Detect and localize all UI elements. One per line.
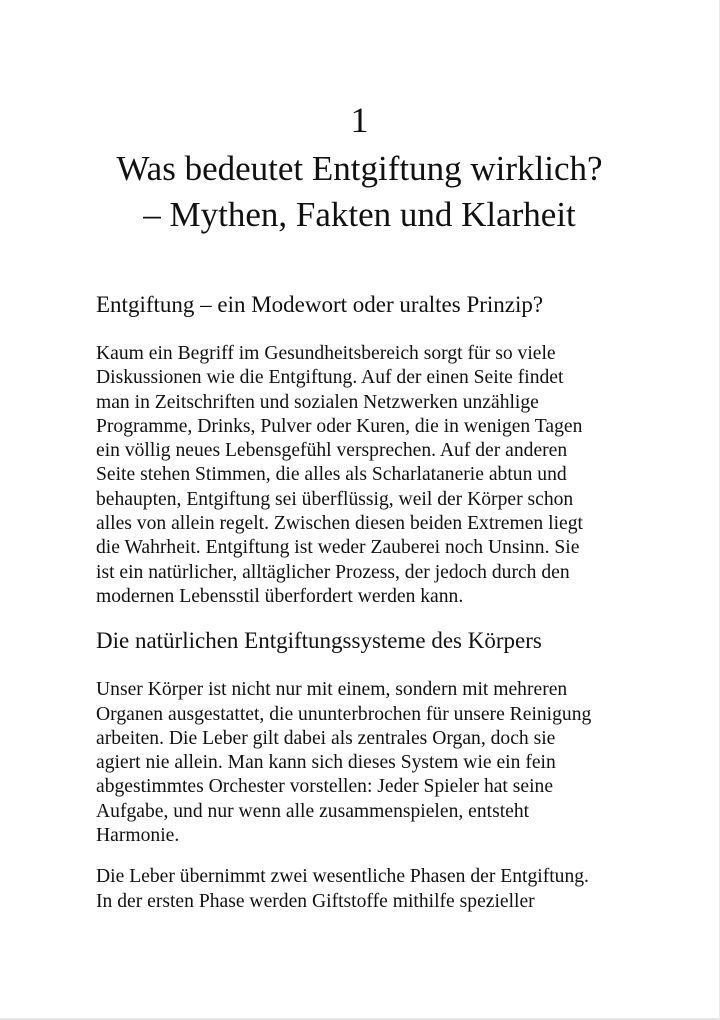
- text-line: Programme, Drinks, Pulver oder Kuren, die in wenigen Tagen: [96, 415, 583, 437]
- section-heading: Die natürlichen Entgiftungssysteme des Körpers: [96, 628, 542, 654]
- text-line: abgestimmtes Orchester vorstellen: Jeder Spieler hat seine: [96, 776, 554, 798]
- chapter-number: 1: [350, 100, 369, 140]
- text-line: behaupten, Entgiftung sei überflüssig, weil der Körper schon: [96, 488, 574, 510]
- text-line: Harmonie.: [96, 825, 180, 847]
- paragraph: [96, 865, 656, 914]
- text-line: Organen ausgestattet, die ununterbrochen für unsere Reinigung: [96, 703, 592, 725]
- text-line: modernen Lebensstil überfordert werden kann.: [96, 585, 464, 607]
- text-line: ein völlig neues Lebensgefühl versprechen. Auf der anderen: [96, 440, 568, 462]
- text-line: man in Zeitschriften und sozialen Netzwerken unzählige: [96, 391, 539, 413]
- text-line: Die Leber übernimmt zwei wesentliche Phasen der Entgiftung.: [96, 866, 589, 888]
- chapter-title-line: Was bedeutet Entgiftung wirklich?: [116, 149, 603, 188]
- chapter-body: [96, 284, 656, 931]
- paragraph: [96, 342, 656, 609]
- text-line: Seite stehen Stimmen, die alles als Scharlatanerie abtun und: [96, 464, 567, 486]
- section-heading: Entgiftung – ein Modewort oder uraltes Prinzip?: [96, 292, 544, 317]
- paragraph: [96, 678, 656, 848]
- text-line: alles von allein regelt. Zwischen diesen beiden Extremen liegt: [96, 513, 583, 535]
- text-line: agiert nie allein. Man kann sich dieses System wie ein fein: [96, 752, 556, 774]
- chapter-title-line: – Mythen, Fakten und Klarheit: [143, 195, 576, 234]
- chapter-title: [0, 146, 719, 238]
- text-line: Kaum ein Begriff im Gesundheitsbereich sorgt für so viele: [96, 343, 556, 364]
- text-line: Unser Körper ist nicht nur mit einem, sondern mit mehreren: [96, 679, 568, 701]
- text-line: ist ein natürlicher, alltäglicher Prozess, der jedoch durch den: [96, 561, 570, 583]
- text-line: Diskussionen wie die Entgiftung. Auf der einen Seite findet: [96, 367, 564, 389]
- text-line: In der ersten Phase werden Giftstoffe mithilfe spezieller: [96, 890, 535, 912]
- text-line: Aufgabe, und nur wenn alle zusammenspielen, entsteht: [96, 800, 530, 822]
- text-line: arbeiten. Die Leber gilt dabei als zentrales Organ, doch sie: [96, 727, 556, 749]
- text-line: die Wahrheit. Entgiftung ist weder Zauberei noch Unsinn. Sie: [96, 537, 580, 559]
